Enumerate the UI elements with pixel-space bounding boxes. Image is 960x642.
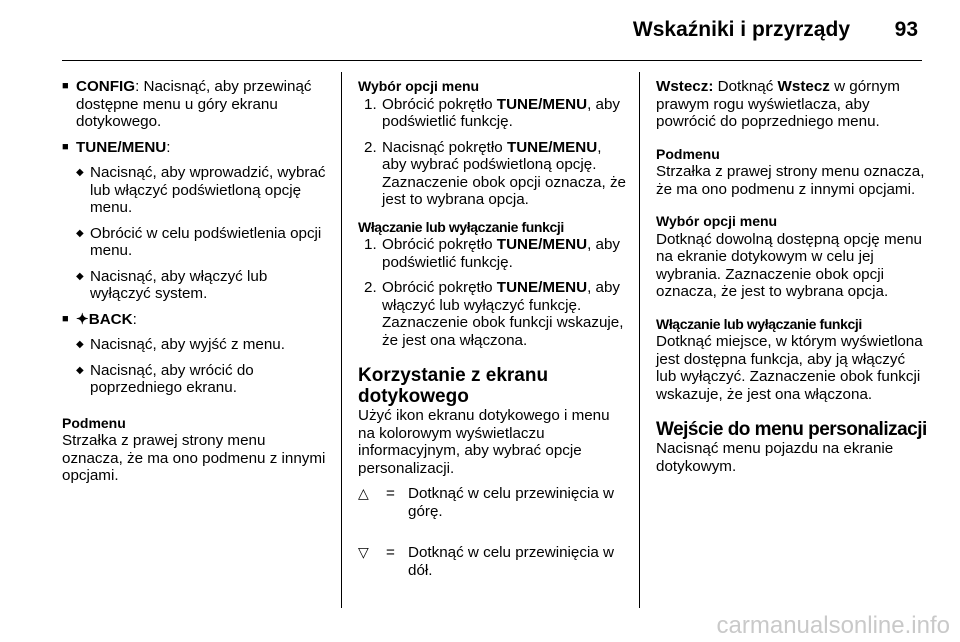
touchscreen-title: Korzystanie z ekranu dotykowego — [358, 365, 549, 407]
step-text: , aby włączyć lub wyłączyć funkcję. Zaznaczenie obok funkcji wskazuje, że jest ona włączona. — [382, 279, 624, 349]
tune-subitem-text: Nacisnąć, aby włączyć lub wyłączyć system. — [90, 267, 268, 302]
config-label: CONFIG — [76, 78, 136, 95]
back-label: Wstecz: — [656, 78, 714, 95]
diamond-bullet-icon: ◆ — [76, 364, 84, 376]
square-bullet-icon: ■ — [62, 140, 69, 153]
spacer — [656, 198, 928, 213]
spacer — [62, 405, 330, 415]
submenu-heading: Podmenu — [62, 414, 126, 431]
watermark: carmanualsonline.info — [716, 612, 950, 639]
scroll-up-row — [358, 485, 630, 520]
scroll-down-icon: ▽ — [358, 544, 369, 560]
step-number: 2. — [364, 138, 377, 156]
back-item — [62, 311, 330, 329]
touchscreen-text: Użyć ikon ekranu dotykowego i menu na kolorowym wyświetlaczu informacyjnym, aby wybrać opcje personalizacji. — [358, 407, 610, 477]
column-2 — [358, 78, 630, 603]
toggle-heading: Włączanie lub wyłączanie funkcji — [358, 218, 564, 235]
tune-subitem — [62, 164, 330, 217]
spacer — [656, 131, 928, 146]
step-text: , aby wybrać podświetloną opcję. Zaznaczenie obok opcji oznacza, że jest to wybrana opcja. — [382, 138, 626, 208]
scroll-down-text: Dotknąć w celu przewinięcia w dół. — [408, 544, 614, 579]
select-heading: Wybór opcji menu — [358, 78, 480, 94]
column-divider-2 — [639, 72, 640, 608]
knob-label: TUNE/MENU — [506, 138, 598, 156]
step-number: 2. — [364, 279, 377, 296]
back-text: Dotknąć — [713, 78, 778, 95]
tune-suffix: : — [166, 138, 171, 156]
scroll-down-row — [358, 544, 630, 579]
config-item — [62, 78, 330, 131]
select-step-2 — [358, 139, 630, 209]
back-suffix: : — [132, 310, 137, 328]
column-3 — [656, 78, 928, 475]
square-bullet-icon: ■ — [62, 80, 69, 92]
page-number: 93 — [894, 18, 918, 41]
diamond-bullet-icon: ◆ — [76, 270, 84, 282]
square-bullet-icon: ■ — [62, 312, 69, 325]
step-text: , aby podświetlić funkcję. — [382, 236, 621, 271]
back-subitem-text: Nacisnąć, aby wrócić do poprzedniego ekranu. — [90, 361, 254, 396]
column-divider-1 — [341, 72, 342, 608]
scroll-up-text: Dotknąć w celu przewinięcia w górę. — [408, 485, 614, 520]
knob-label: TUNE/MENU — [496, 95, 588, 113]
column-1 — [62, 78, 330, 485]
back-subitem — [62, 336, 330, 354]
select-text: Dotknąć dowolną dostępną opcję menu na ekranie dotykowym w celu jej wybrania. Zaznaczenie obok opcji oznacza, że jest to wybrana opcja. — [656, 230, 922, 300]
diamond-bullet-icon: ◆ — [76, 227, 84, 239]
tune-label: TUNE/MENU — [76, 138, 167, 156]
diamond-bullet-icon: ◆ — [76, 339, 84, 350]
step-number: 1. — [364, 95, 377, 113]
toggle-step-2 — [358, 279, 630, 349]
back-subitem — [62, 362, 330, 397]
toggle-text: Dotknąć miejsce, w którym wyświetlona jest dostępna funkcja, aby ją włączyć lub wyłączyć. Zaznaczenie obok funkcji wskazuje, że jest ona włączona. — [656, 333, 923, 403]
tune-subitem-text: Nacisnąć, aby wprowadzić, wybrać lub włączyć podświetloną opcję menu. — [90, 164, 326, 216]
back-text: w górnym prawym rogu wyświetlacza, aby powrócić do poprzedniego menu. — [656, 78, 900, 130]
page-title: Wskaźniki i przyrządy — [632, 18, 850, 41]
personalization-title: Wejście do menu personalizacji — [656, 419, 927, 440]
tune-item — [62, 139, 330, 157]
back-arrow-icon: ✦ — [76, 310, 89, 328]
select-heading: Wybór opcji menu — [656, 213, 778, 229]
equals-sign: = — [386, 485, 395, 502]
step-text: Obrócić pokrętło — [382, 236, 497, 253]
back-paragraph — [656, 78, 928, 131]
tune-subitem — [62, 225, 330, 260]
page-header — [0, 0, 960, 60]
header-divider — [62, 60, 922, 61]
step-text: Obrócić pokrętło — [382, 279, 497, 296]
back-label: BACK — [88, 310, 133, 328]
step-number: 1. — [364, 236, 377, 253]
toggle-heading: Włączanie lub wyłączanie funkcji — [656, 315, 862, 332]
tune-subitem-text: Obrócić w celu podświetlenia opcji menu. — [90, 224, 322, 259]
back-subitem-text: Nacisnąć, aby wyjść z menu. — [90, 336, 285, 353]
config-text: : Nacisnąć, aby przewinąć dostępne menu u góry ekranu dotykowego. — [76, 78, 312, 130]
step-text: Obrócić pokrętło — [382, 95, 497, 113]
step-text: , aby podświetlić funkcję. — [382, 95, 621, 130]
equals-sign: = — [386, 544, 395, 561]
diamond-bullet-icon: ◆ — [76, 167, 84, 178]
tune-subitem — [62, 268, 330, 303]
knob-label: TUNE/MENU — [496, 236, 588, 253]
back-button-label: Wstecz — [777, 78, 830, 95]
scroll-up-icon: △ — [358, 485, 369, 501]
spacer — [656, 301, 928, 316]
select-step-1 — [358, 96, 630, 131]
personalization-text: Nacisnąć menu pojazdu na ekranie dotykowym. — [656, 440, 894, 475]
submenu-heading: Podmenu — [656, 145, 720, 162]
submenu-text: Strzałka z prawej strony menu oznacza, że ma ono podmenu z innymi opcjami. — [62, 432, 326, 484]
step-text: Nacisnąć pokrętło — [382, 138, 507, 156]
submenu-text: Strzałka z prawej strony menu oznacza, że ma ono podmenu z innymi opcjami. — [656, 163, 925, 198]
toggle-step-1 — [358, 236, 630, 271]
knob-label: TUNE/MENU — [496, 279, 588, 296]
